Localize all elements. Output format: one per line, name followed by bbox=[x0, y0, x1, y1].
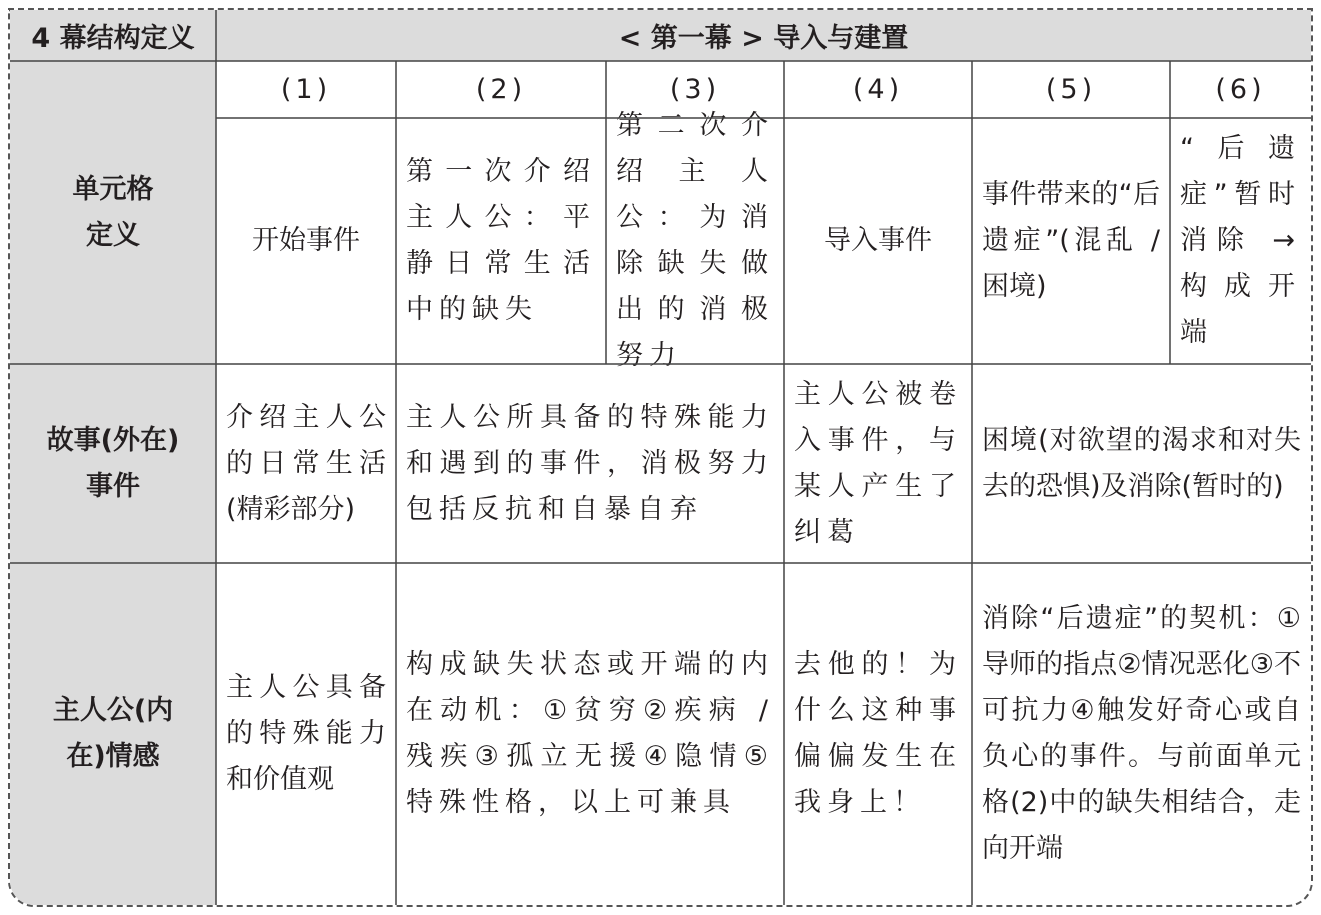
row-header-story-events: 故事(外在) 事件 bbox=[46, 424, 180, 502]
unit-def-cell: 第一次介绍主人公：平静日常生活中的缺失 bbox=[406, 156, 596, 325]
column-number: (5) bbox=[1045, 74, 1097, 105]
unit-def-cell: 开始事件 bbox=[252, 225, 360, 256]
story-event-cell: 主人公所具备的特殊能力和遇到的事件，消极努力包括反抗和自暴自弃 bbox=[406, 401, 774, 525]
emotion-cell: 主人公具备的特殊能力和价值观 bbox=[226, 672, 386, 795]
unit-def-cell: “后遗症”暂时消除 → 构成开端 bbox=[1180, 133, 1301, 348]
unit-def-cell: 事件带来的“后遗症”(混乱 / 困境) bbox=[982, 179, 1160, 302]
emotion-cell: 去他的！为什么这种事偏偏发生在我身上！ bbox=[794, 649, 962, 818]
row-header-protagonist-emotion: 主人公(内 在)情感 bbox=[52, 695, 174, 772]
story-event-cell: 困境(对欲望的渴求和对失去的恐惧)及消除(暂时的) bbox=[982, 424, 1301, 502]
emotion-cell: 消除“后遗症”的契机：①导师的指点②情况恶化③不可抗力④触发好奇心或自负心的事件。与前面单元格(2)中的缺失相结合，走向开端 bbox=[982, 603, 1301, 864]
column-number: (3) bbox=[669, 74, 721, 105]
unit-def-cell: 导入事件 bbox=[824, 225, 932, 256]
row-header-unit-def: 单元格 定义 bbox=[72, 173, 154, 251]
unit-def-cell: 第二次介绍主人公：为消除缺失做出的消极努力 bbox=[616, 110, 774, 371]
act-title: < 第一幕 > 导入与建置 bbox=[618, 23, 909, 54]
story-event-cell: 主人公被卷入事件，与某人产生了纠葛 bbox=[794, 378, 962, 548]
column-number: (4) bbox=[852, 74, 904, 105]
story-event-cell: 介绍主人公的日常生活(精彩部分) bbox=[226, 401, 386, 525]
emotion-cell: 构成缺失状态或开端的内在动机：①贫穷②疾病 / 残疾③孤立无援④隐情⑤特殊性格，以上可兼具 bbox=[406, 649, 774, 818]
column-number: (1) bbox=[280, 74, 332, 105]
corner-label: 4 幕结构定义 bbox=[31, 23, 195, 54]
column-number: (2) bbox=[475, 74, 527, 105]
column-number: (6) bbox=[1215, 74, 1266, 105]
